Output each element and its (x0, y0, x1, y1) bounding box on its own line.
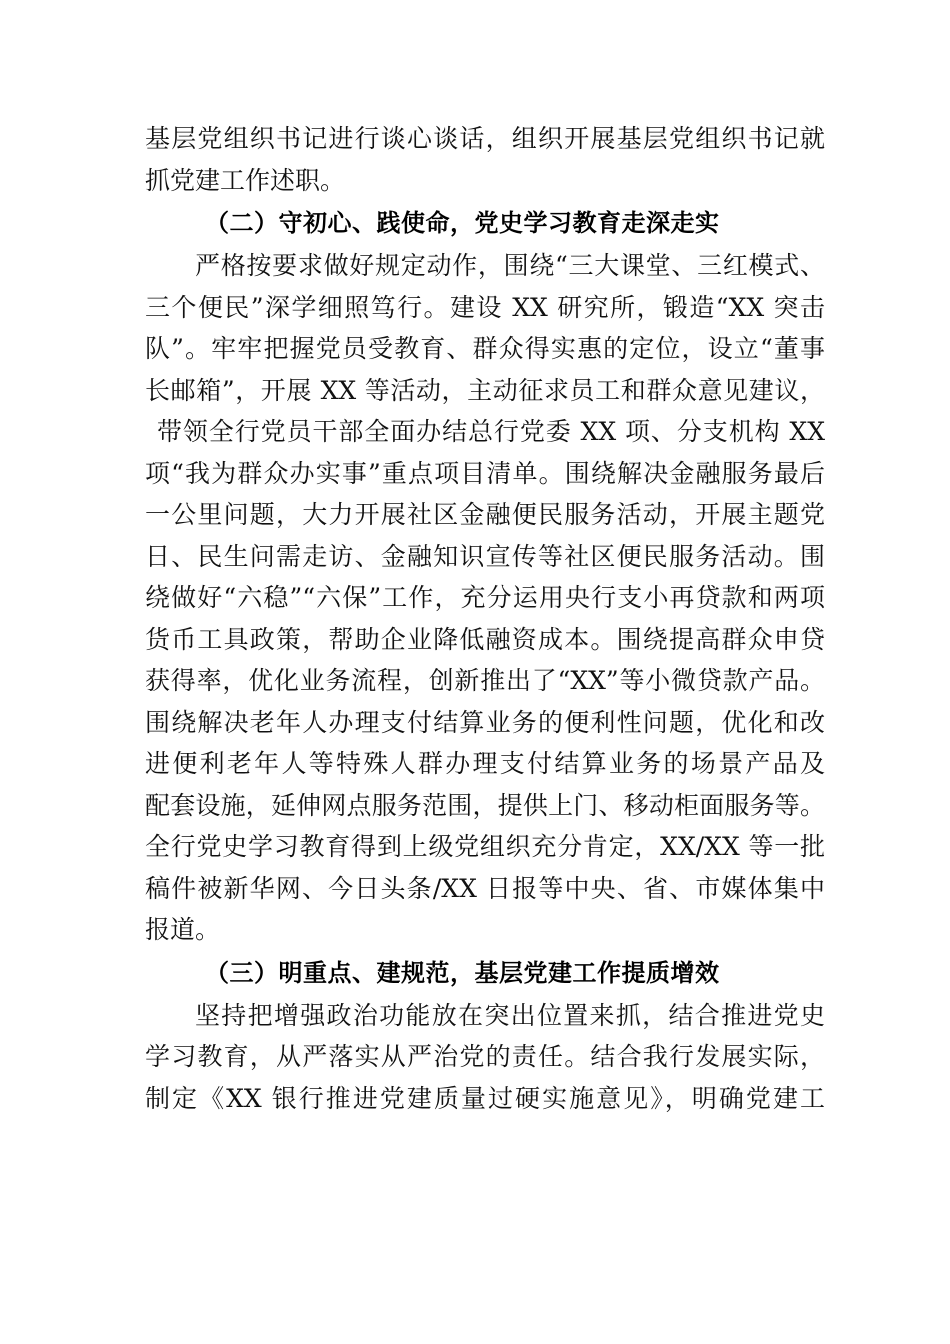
paragraph-line: 全行党史学习教育得到上级党组织充分肯定，XX/XX 等一批 (145, 832, 825, 861)
paragraph-line: 队”。牢牢把握党员受教育、群众得实惠的定位，设立“董事 (145, 334, 825, 363)
section-2-heading: （二）守初心、践使命，党史学习教育走深走实 (205, 209, 720, 237)
paragraph-line: 稿件被新华网、今日头条/XX 日报等中央、省、市媒体集中 (145, 873, 825, 903)
intro-line-1: 基层党组织书记进行谈心谈话，组织开展基层党组织书记就 (145, 124, 825, 153)
document-body (145, 118, 825, 1119)
paragraph-line: 学习教育，从严落实从严治党的责任。结合我行发展实际， (145, 1042, 825, 1071)
paragraph-line: 一公里问题，大力开展社区金融便民服务活动，开展主题党 (145, 500, 825, 529)
paragraph-line: 围绕解决老年人办理支付结算业务的便利性问题，优化和改 (145, 707, 825, 737)
section-2-paragraph (145, 245, 825, 951)
paragraph-line: 日、民生问需走访、金融知识宣传等社区便民服务活动。围 (145, 541, 825, 571)
paragraph-line: 三个便民”深学细照笃行。建设 XX 研究所，锻造“XX 突击 (145, 292, 825, 322)
paragraph-line: 坚持把增强政治功能放在突出位置来抓，结合推进党史 (195, 1000, 825, 1030)
paragraph-line: 长邮箱”，开展 XX 等活动，主动征求员工和群众意见建议， (145, 375, 825, 405)
section-3-heading: （三）明重点、建规范，基层党建工作提质增效 (205, 958, 720, 987)
paragraph-line: 项“我为群众办实事”重点项目清单。围绕解决金融服务最后 (145, 458, 825, 488)
paragraph-line: 获得率，优化业务流程，创新推出了“XX”等小微贷款产品。 (145, 666, 825, 695)
paragraph-line: 货币工具政策，帮助企业降低融资成本。围绕提高群众申贷 (145, 624, 825, 654)
paragraph-line: 严格按要求做好规定动作，围绕“三大课堂、三红模式、 (195, 251, 825, 280)
section-3-paragraph (145, 995, 825, 1120)
paragraph-line: 配套设施，延伸网点服务范围，提供上门、移动柜面服务等。 (145, 790, 825, 820)
paragraph-line: 进便利老年人等特殊人群办理支付结算业务的场景产品及 (145, 749, 825, 778)
intro-line-2: 抓党建工作述职。 (145, 165, 346, 195)
paragraph-line: 制定《XX 银行推进党建质量过硬实施意见》，明确党建工 (145, 1083, 825, 1113)
paragraph-line: 报道。 (145, 915, 221, 944)
paragraph-line: 带领全行党员干部全面办结总行党委 XX 项、分支机构 XX (157, 417, 825, 446)
paragraph-line: 绕做好“六稳”“六保”工作，充分运用央行支小再贷款和两项 (145, 583, 825, 612)
